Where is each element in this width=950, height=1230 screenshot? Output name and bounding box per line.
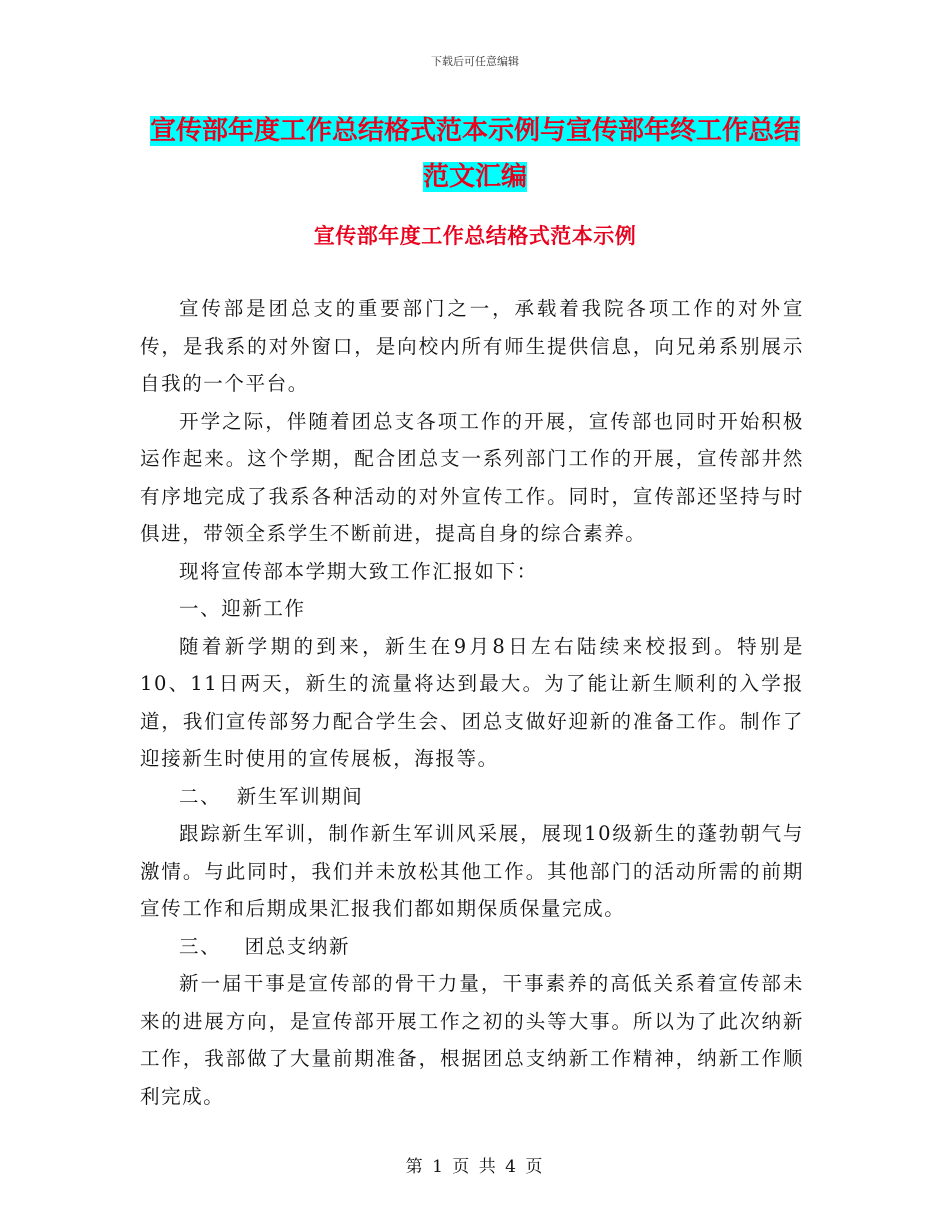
paragraph: 开学之际，伴随着团总支各项工作的开展，宣传部也同时开始积极运作起来。这个学期，配合团总支一系列部门工作的开展，宣传部井然有序地完成了我系各种活动的对外宣传工作。同时，宣传部还坚持与时俱进，带领全系学生不断前进，提高自身的综合素养。 [140,409,804,545]
section-title: 宣传部年度工作总结格式范本示例 [313,223,637,248]
paragraph: 宣传部是团总支的重要部门之一，承载着我院各项工作的对外宣传，是我系的对外窗口，是向校内所有师生提供信息，向兄弟系别展示自我的一个平台。 [140,297,804,395]
document-title [140,108,810,200]
document-title-text: 宣传部年度工作总结格式范本示例与宣传部年终工作总结范文汇编 [149,116,800,192]
document-body [140,290,804,1115]
header-note: 下载后可任意编辑 [431,55,519,68]
section-heading-1: 一、迎新工作 [179,597,306,620]
paragraph: 跟踪新生军训，制作新生军训风采展，展现10级新生的蓬勃朝气与激情。与此同时，我们并未放松其他工作。其他部门的活动所需的前期宣传工作和后期成果汇报我们都如期保质保量完成。 [140,822,804,920]
paragraph: 现将宣传部本学期大致工作汇报如下： [179,559,538,583]
paragraph: 随着新学期的到来，新生在9月8日左右陆续来校报到。特别是10、11日两天，新生的流量将达到最大。为了能让新生顺利的入学报道，我们宣传部努力配合学生会、团总支做好迎新的准备工作。制作了迎接新生时使用的宣传展板，海报等。 [140,634,804,770]
page-number: 第 1 页 共 4 页 [405,1157,545,1177]
paragraph: 新一届干事是宣传部的骨干力量，干事素养的高低关系着宣传部未来的进展方向，是宣传部开展工作之初的头等大事。所以为了此次纳新工作，我部做了大量前期准备，根据团总支纳新工作精神，纳新工作顺利完成。 [140,972,804,1108]
section-heading-2: 二、 新生军训期间 [179,784,364,808]
section-heading-3: 三、 团总支纳新 [179,934,351,958]
